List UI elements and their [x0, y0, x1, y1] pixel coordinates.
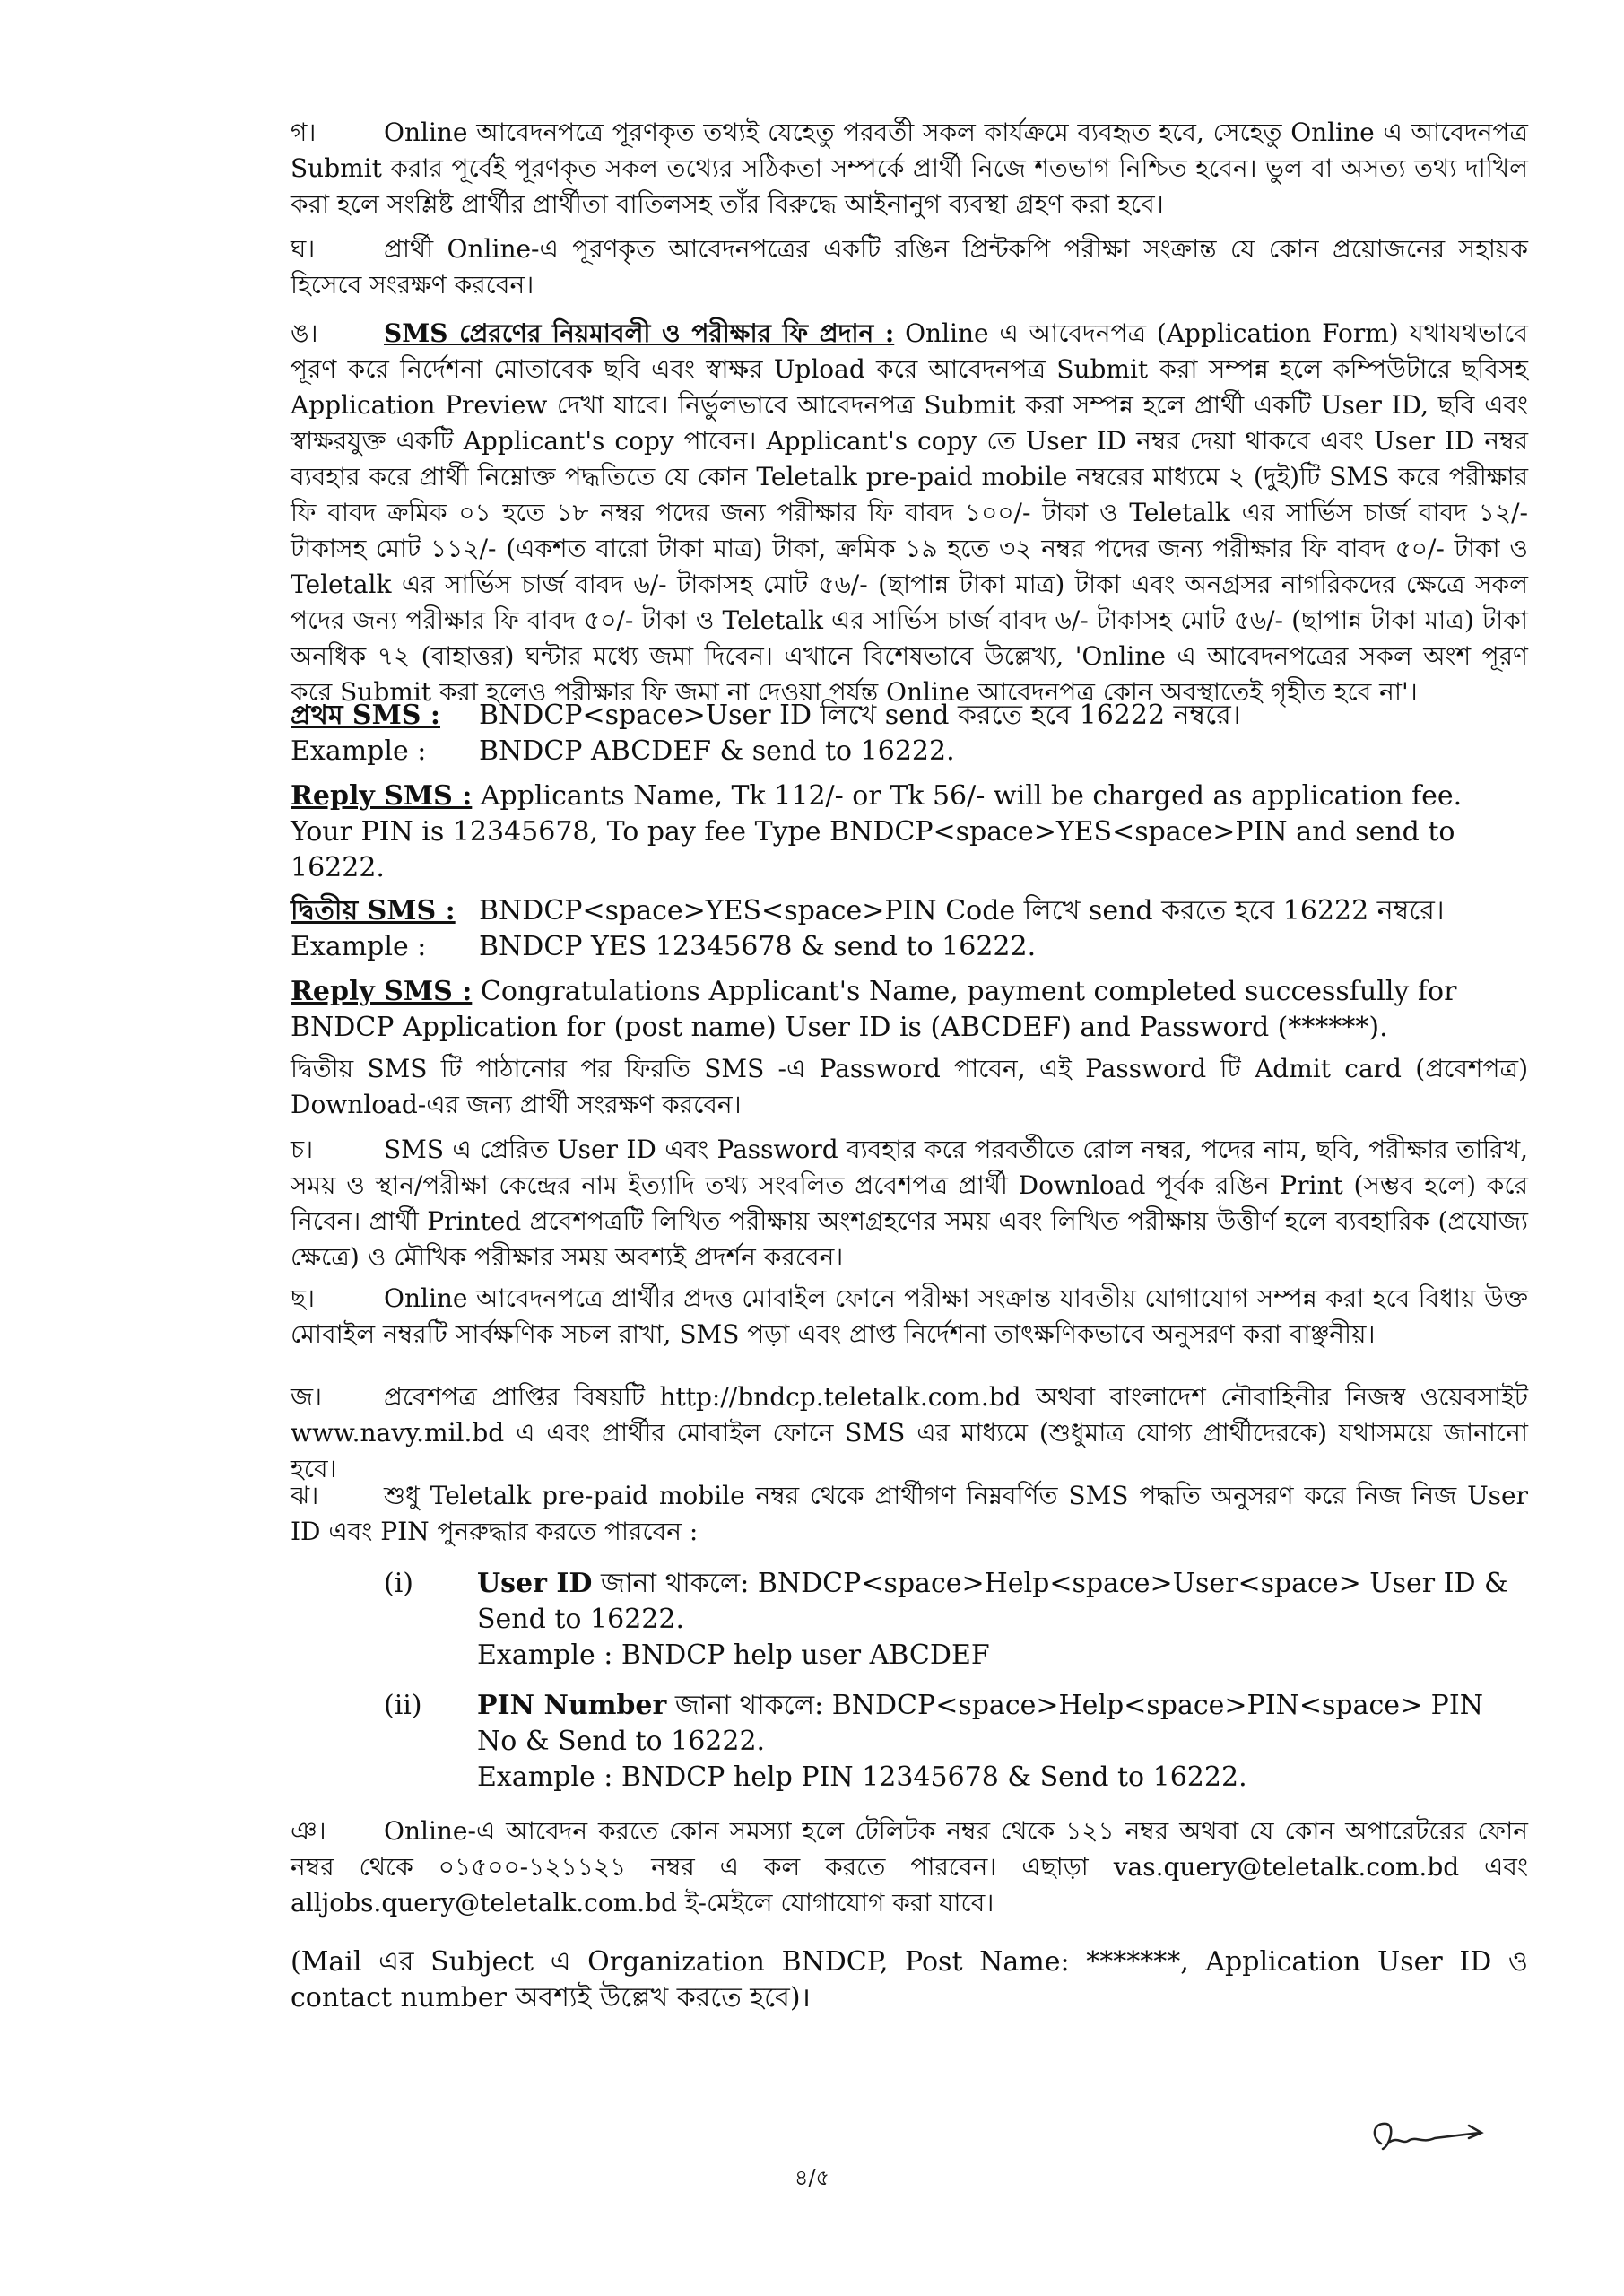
second-sms-value: BNDCP<space>YES<space>PIN Code লিখে send করতে হবে 16222 নম্বরে।	[479, 895, 1445, 926]
recovery-item-title: PIN Number	[477, 1690, 667, 1721]
para-jha-marker: ঝ।	[291, 1481, 319, 1510]
first-sms-value: BNDCP<space>User ID লিখে send করতে হবে 16222 নম্বরে।	[479, 700, 1241, 731]
reply-sms-2-label: Reply SMS :	[291, 976, 473, 1007]
first-sms-example-value: BNDCP ABCDEF & send to 16222.	[479, 735, 955, 767]
second-sms-example-value: BNDCP YES 12345678 & send to 16222.	[479, 931, 1037, 962]
para-nya-marker: ঞ।	[291, 1816, 326, 1846]
para-jha-text: শুধু Teletalk pre-paid mobile নম্বর থেকে প্রার্থীগণ নিম্নবর্ণিত SMS পদ্ধতি অনুসরণ করে নিজ নিজ User ID এবং PIN পুনরুদ্ধার করতে পারবেন :	[291, 1481, 1528, 1546]
page-number: ৪/৫	[794, 2165, 830, 2190]
para-jha	[291, 1478, 1528, 1550]
recovery-item-number: (i)	[384, 1568, 414, 1599]
reply-sms-1-text: Applicants Name, Tk 112/- or Tk 56/- will be charged as application fee. Your PIN is 12345678, To pay fee Type BNDCP<space>YES<space>PIN and send to 16222.	[291, 780, 1463, 883]
para-nya	[291, 1813, 1528, 1921]
first-sms-label: প্রথম SMS :	[291, 700, 440, 731]
signature-mark	[1363, 2109, 1489, 2163]
para-umo-text: Online এ আবেদনপত্র (Application Form) যথাযথভাবে পূরণ করে নির্দেশনা মোতাবেক ছবি এবং স্বাক্ষর Upload করে আবেদনপত্র Submit করা সম্পন্ন হলে কম্পিউটারে ছবিসহ Application Preview দেখা যাবে। নির্ভুলভাবে আবেদনপত্র Submit করা সম্পন্ন হলে প্রার্থী একটি User ID, ছবি এবং স্বাক্ষরযুক্ত একটি Applicant's copy পাবেন। Applicant's copy তে User ID নম্বর দেয়া থাকবে এবং User ID নম্বর ব্যবহার করে প্রার্থী নিম্নোক্ত পদ্ধতিতে যে কোন Teletalk pre-paid mobile নম্বরের মাধ্যমে ২ (দুই)টি SMS করে পরীক্ষার ফি বাবদ ক্রমিক ০১ হতে ১৮ নম্বর পদের জন্য পরীক্ষার ফি বাবদ ১০০/- টাকা ও Teletalk এর সার্ভিস চার্জ বাবদ ১২/- টাকাসহ মোট ১১২/- (একশত বারো টাকা মাত্র) টাকা, ক্রমিক ১৯ হতে ৩২ নম্বর পদের জন্য পরীক্ষার ফি বাবদ ৫০/- টাকা ও Teletalk এর সার্ভিস চার্জ বাবদ ৬/- টাকাসহ মোট ৫৬/- (ছাপান্ন টাকা মাত্র) টাকা এবং অনগ্রসর নাগরিকদের ক্ষেত্রে সকল পদের জন্য পরীক্ষার ফি বাবদ ৫০/- টাকা ও Teletalk এর সার্ভিস চার্জ বাবদ ৬/- টাকাসহ মোট ৫৬/- (ছাপান্ন টাকা মাত্র) টাকা অনধিক ৭২ (বাহাত্তর) ঘন্টার মধ্যে জমা দিবেন। এখানে বিশেষভাবে উল্লেখ্য, 'Online এ আবেদনপত্রের সকল অংশ পূরণ করে Submit করা হলেও পরীক্ষার ফি জমা না দেওয়া পর্যন্ত Online আবেদনপত্র কোন অবস্থাতেই গৃহীত হবে না'।	[291, 318, 1528, 707]
para-chha	[291, 1281, 1528, 1352]
second-sms-label: দ্বিতীয় SMS :	[291, 895, 456, 926]
reply-sms-1	[291, 778, 1528, 886]
recovery-item-example: Example : BNDCP help user ABCDEF	[477, 1639, 990, 1671]
reply-sms-1-label: Reply SMS :	[291, 780, 473, 812]
para-chha-marker: ছ।	[291, 1283, 315, 1313]
para-nya-text: Online-এ আবেদন করতে কোন সমস্যা হলে টেলিটক নম্বর থেকে ১২১ নম্বর অথবা যে কোন অপারেটরের ফোন নম্বর থেকে ০১৫০০-১২১১২১ নম্বর এ কল করতে পারবেন। এছাড়া vas.query@teletalk.com.bd এবং alljobs.query@teletalk.com.bd ই-মেইলে যোগাযোগ করা যাবে।	[291, 1816, 1528, 1918]
mail-note: (Mail এর Subject এ Organization BNDCP, Post Name: *******, Application User ID ও contact number অবশ্যই উল্লেখ করতে হবে)।	[291, 1946, 1528, 2013]
first-sms-example-label: Example :	[291, 735, 427, 767]
para-umo-marker: ঙ।	[291, 318, 318, 348]
reply-sms-2-text: Congratulations Applicant's Name, payment completed successfully for BNDCP Application for (post name) User ID is (ABCDEF) and Password (******).	[291, 976, 1457, 1043]
para-ga-text: Online আবেদনপত্রে পূরণকৃত তথ্যই যেহেতু পরবর্তী সকল কার্যক্রমে ব্যবহৃত হবে, সেহেতু Online এ আবেদনপত্র Submit করার পূর্বেই পূরণকৃত সকল তথ্যের সঠিকতা সম্পর্কে প্রার্থী নিজে শতভাগ নিশ্চিত হবেন। ভুল বা অসত্য তথ্য দাখিল করা হলে সংশ্লিষ্ট প্রার্থীর প্রার্থীতা বাতিলসহ তাঁর বিরুদ্ধে আইনানুগ ব্যবস্থা গ্রহণ করা হবে।	[291, 117, 1528, 219]
para-cha	[291, 1132, 1528, 1275]
para-umo	[291, 316, 1528, 710]
para-cha-text: SMS এ প্রেরিত User ID এবং Password ব্যবহার করে পরবর্তীতে রোল নম্বর, পদের নাম, ছবি, পরীক্ষার তারিখ, সময় ও স্থান/পরীক্ষা কেন্দ্রের নাম ইত্যাদি তথ্য সংবলিত প্রবেশপত্র প্রার্থী Download পূর্বক রঙিন Print (সম্ভব হলে) করে নিবেন। প্রার্থী Printed প্রবেশপত্রটি লিখিত পরীক্ষায় অংশগ্রহণের সময় এবং লিখিত পরীক্ষায় উত্তীর্ণ হলে ব্যবহারিক (প্রযোজ্য ক্ষেত্রে) ও মৌখিক পরীক্ষার সময় অবশ্যই প্রদর্শন করবেন।	[291, 1135, 1528, 1272]
sms-rules-heading: SMS প্রেরণের নিয়মাবলী ও পরীক্ষার ফি প্রদান :	[384, 318, 895, 348]
para-gha	[291, 231, 1528, 303]
password-note: দ্বিতীয় SMS টি পাঠানোর পর ফিরতি SMS -এ Password পাবেন, এই Password টি Admit card (প্রবেশপত্র) Download-এর জন্য প্রার্থী সংরক্ষণ করবেন।	[291, 1054, 1528, 1119]
para-ja-marker: জ।	[291, 1382, 323, 1412]
para-chha-text: Online আবেদনপত্রে প্রার্থীর প্রদত্ত মোবাইল ফোনে পরীক্ষা সংক্রান্ত যাবতীয় যোগাযোগ সম্পন্ন করা হবে বিধায় উক্ত মোবাইল নম্বরটি সার্বক্ষণিক সচল রাখা, SMS পড়া এবং প্রাপ্ত নির্দেশনা তাৎক্ষণিকভাবে অনুসরণ করা বাঞ্ছনীয়।	[291, 1283, 1528, 1349]
para-ja-text: প্রবেশপত্র প্রাপ্তির বিষয়টি http://bndcp.teletalk.com.bd অথবা বাংলাদেশ নৌবাহিনীর নিজস্ব ওয়েবসাইট www.navy.mil.bd এ এবং প্রার্থীর মোবাইল ফোনে SMS এর মাধ্যমে (শুধুমাত্র যোগ্য প্রার্থীদেরকে) যথাসময়ে জানানো হবে।	[291, 1382, 1528, 1483]
para-ga-marker: গ।	[291, 117, 317, 147]
recovery-item-body	[477, 1688, 1528, 1796]
recovery-item-number: (ii)	[384, 1690, 422, 1721]
para-ga	[291, 115, 1528, 222]
recovery-item-example: Example : BNDCP help PIN 12345678 & Send to 16222.	[477, 1761, 1247, 1793]
recovery-item-instruction: জানা থাকলে: BNDCP<space>Help<space>PIN<space> PIN No & Send to 16222.	[477, 1690, 1483, 1757]
recovery-item-title: User ID	[477, 1568, 593, 1599]
second-sms-example-label: Example :	[291, 931, 427, 962]
reply-sms-2	[291, 974, 1528, 1046]
para-cha-marker: চ।	[291, 1135, 314, 1164]
recovery-item-body	[477, 1566, 1528, 1674]
para-gha-text: প্রার্থী Online-এ পূরণকৃত আবেদনপত্রের একটি রঙিন প্রিন্টকপি পরীক্ষা সংক্রান্ত যে কোন প্রয়োজনের সহায়ক হিসেবে সংরক্ষণ করবেন।	[291, 234, 1528, 300]
para-ja	[291, 1379, 1528, 1487]
recovery-item-instruction: জানা থাকলে: BNDCP<space>Help<space>User<space> User ID & Send to 16222.	[477, 1568, 1508, 1635]
para-gha-marker: ঘ।	[291, 234, 316, 264]
